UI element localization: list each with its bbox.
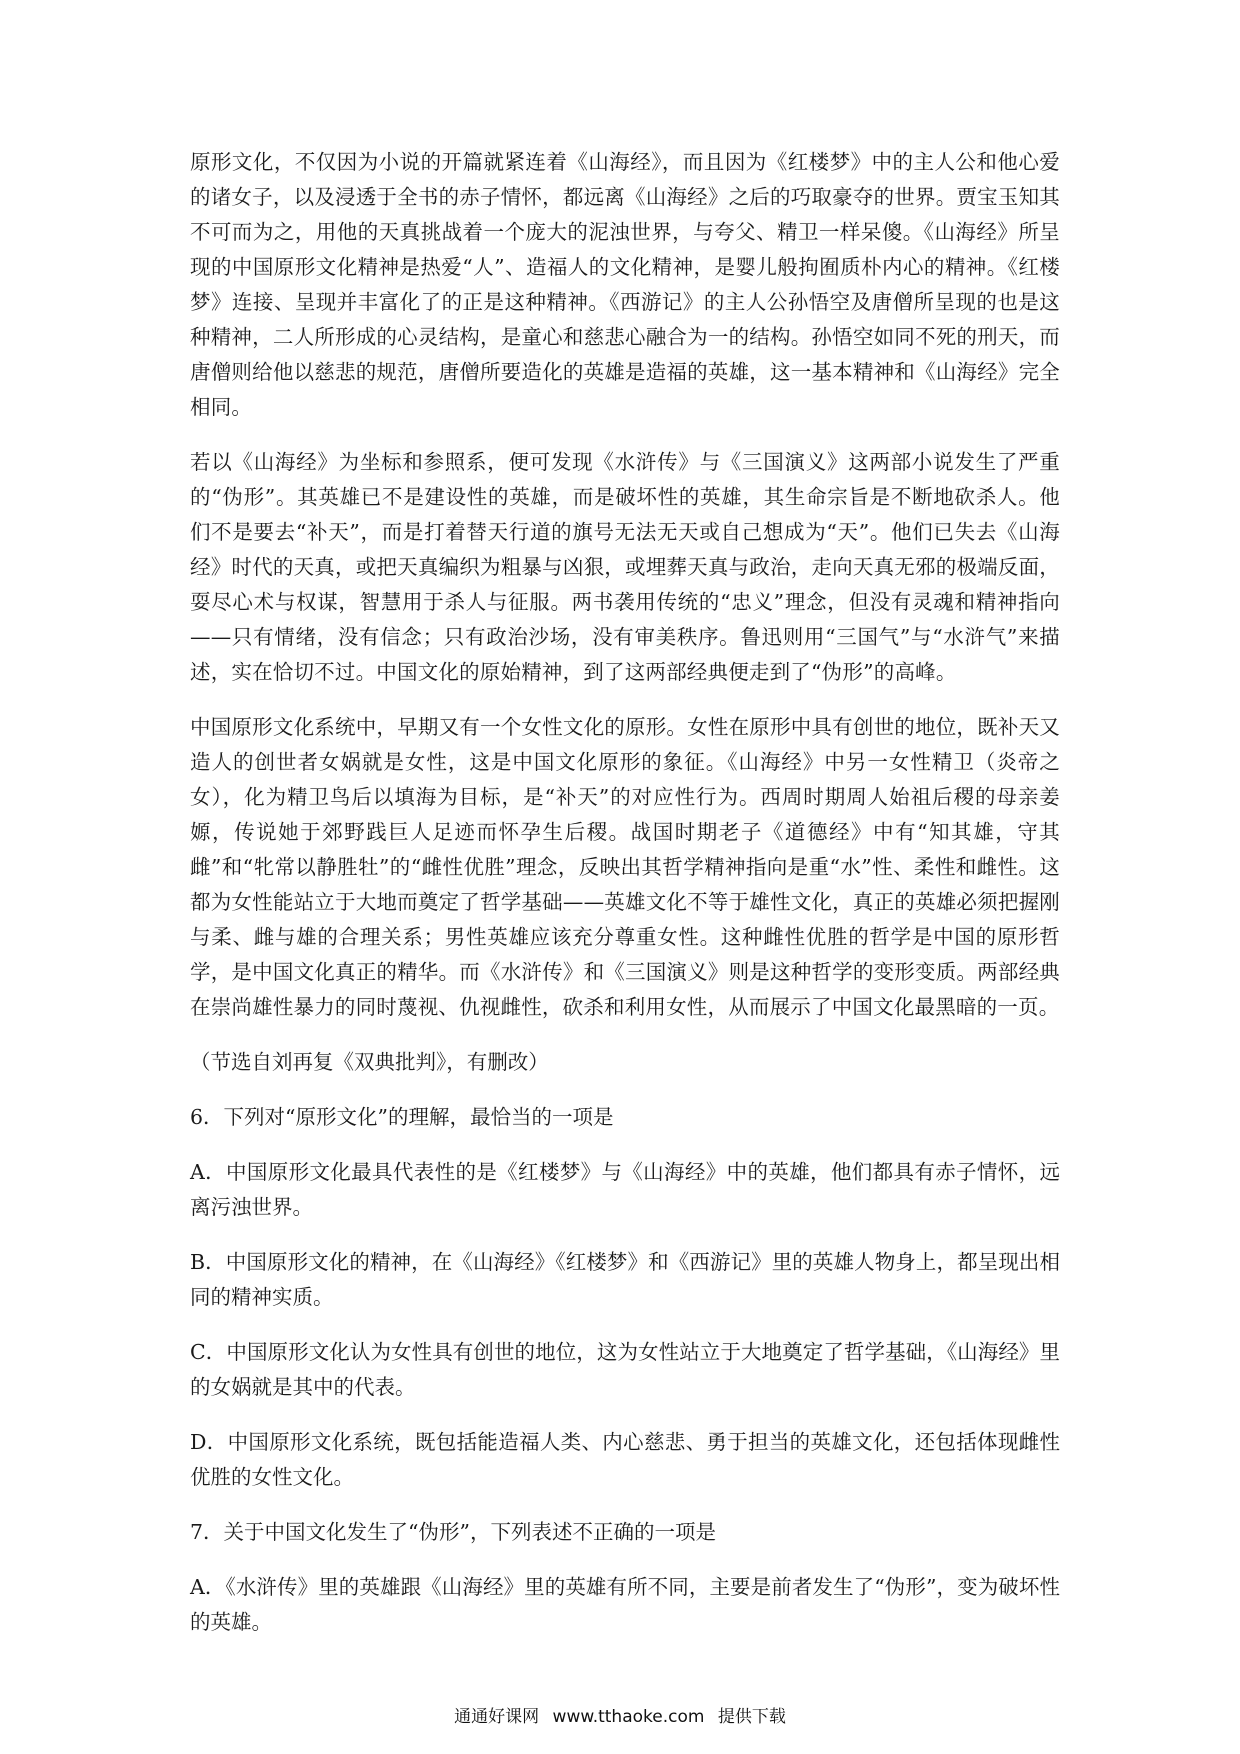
footer-url[interactable]: www.tthaoke.com [552,1707,705,1727]
paragraph-2: 若以《山海经》为坐标和参照系，便可发现《水浒传》与《三国演义》这两部小说发生了严重的“伪形”。其英雄已不是建设性的英雄，而是破坏性的英雄，其生命宗旨是不断地砍杀人。他们不是要去“补天”，而是打着替天行道的旗号无法无天或自己想成为“天”。他们已失去《山海经》时代的天真，或把天真编织为粗暴与凶狠，或埋葬天真与政治，走向天真无邪的极端反面，耍尽心术与权谋，智慧用于杀人与征服。两书袭用传统的“忠义”理念，但没有灵魂和精神指向——只有情绪，没有信念；只有政治沙场，没有审美秩序。鲁迅则用“三国气”与“水浒气”来描述，实在恰切不过。中国文化的原始精神，到了这两部经典便走到了“伪形”的高峰。 [190,450,1060,684]
footer-suffix: 提供下载 [717,1707,786,1727]
question-stem: 7．关于中国文化发生了“伪形”，下列表述不正确的一项是 [190,1520,717,1544]
source-citation: （节选自刘再复《双典批判》，有删改） [190,1050,549,1074]
footer-site-name: 通通好课网 [454,1707,540,1727]
option-a: A．《水浒传》里的英雄跟《山海经》里的英雄有所不同，主要是前者发生了“伪形”，变为破坏性的英雄。 [190,1575,1060,1634]
paragraph-3: 中国原形文化系统中，早期又有一个女性文化的原形。女性在原形中具有创世的地位，既补天又造人的创世者女娲就是女性，这是中国文化原形的象征。《山海经》中另一女性精卫（炎帝之女），化为精卫鸟后以填海为目标，是“补天”的对应性行为。西周时期周人始祖后稷的母亲姜嫄，传说她于郊野践巨人足迹而怀孕生后稷。战国时期老子《道德经》中有“知其雄，守其雌”和“牝常以静胜牡”的“雌性优胜”理念，反映出其哲学精神指向是重“水”性、柔性和雌性。这都为女性能站立于大地而奠定了哲学基础——英雄文化不等于雄性文化，真正的英雄必须把握刚与柔、雌与雄的合理关系；男性英雄应该充分尊重女性。这种雌性优胜的哲学是中国的原形哲学，是中国文化真正的精华。而《水浒传》和《三国演义》则是这种哲学的变形变质。两部经典在崇尚雄性暴力的同时蔑视、仇视雌性，砍杀和利用女性，从而展示了中国文化最黑暗的一页。 [190,715,1060,1019]
option-a: A．中国原形文化最具代表性的是《红楼梦》与《山海经》中的英雄，他们都具有赤子情怀，远离污浊世界。 [190,1160,1060,1219]
option-b: B．中国原形文化的精神，在《山海经》《红楼梦》和《西游记》里的英雄人物身上，都呈现出相同的精神实质。 [190,1250,1060,1309]
paragraph-1: 原形文化，不仅因为小说的开篇就紧连着《山海经》，而且因为《红楼梦》中的主人公和他心爱的诸女子，以及浸透于全书的赤子情怀，都远离《山海经》之后的巧取豪夺的世界。贾宝玉知其不可而为之，用他的天真挑战着一个庞大的泥浊世界，与夸父、精卫一样呆傻。《山海经》所呈现的中国原形文化精神是热爱“人”、造福人的文化精神，是婴儿般拘囿质朴内心的精神。《红楼梦》连接、呈现并丰富化了的正是这种精神。《西游记》的主人公孙悟空及唐僧所呈现的也是这种精神，二人所形成的心灵结构，是童心和慈悲心融合为一的结构。孙悟空如同不死的刑天，而唐僧则给他以慈悲的规范，唐僧所要造化的英雄是造福的英雄，这一基本精神和《山海经》完全相同。 [190,150,1060,419]
option-d: D．中国原形文化系统，既包括能造福人类、内心慈悲、勇于担当的英雄文化，还包括体现雌性优胜的女性文化。 [190,1430,1060,1489]
option-c: C．中国原形文化认为女性具有创世的地位，这为女性站立于大地奠定了哲学基础，《山海经》里的女娲就是其中的代表。 [190,1340,1060,1399]
question-6 [190,1100,1060,1495]
question-stem: 6．下列对“原形文化”的理解，最恰当的一项是 [190,1105,614,1129]
document-body [190,145,1060,1660]
question-7 [190,1515,1060,1640]
page-footer [0,1702,1240,1727]
